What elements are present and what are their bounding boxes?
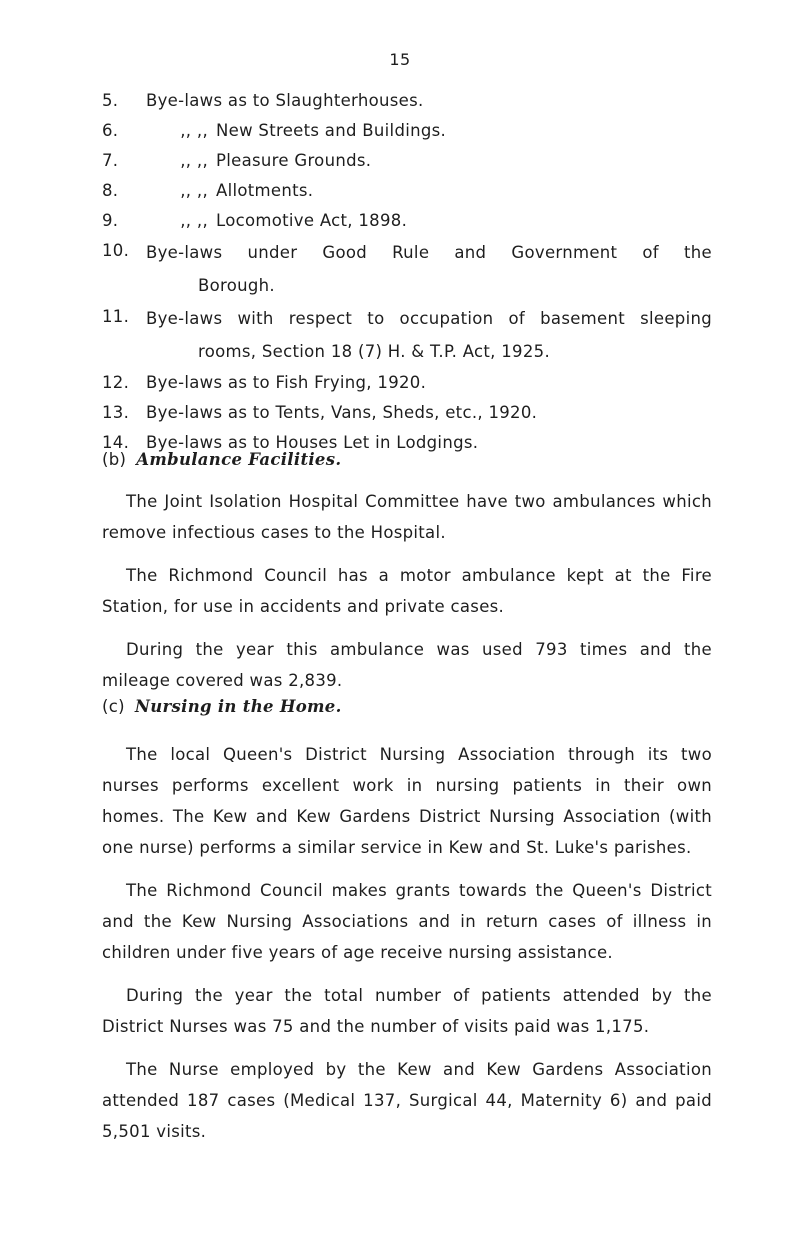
item-number: 10. [102, 241, 130, 260]
item-text-line2: rooms, Section 18 (7) H. & T.P. Act, 1925. [198, 342, 550, 361]
byelaws-list [102, 86, 712, 458]
item-number: 11. [102, 307, 130, 326]
list-item [102, 236, 712, 302]
item-number: 14. [102, 433, 130, 452]
list-item [102, 302, 712, 368]
list-item [102, 176, 712, 206]
item-number: 8. [102, 181, 119, 200]
item-text: Pleasure Grounds. [216, 151, 372, 170]
item-text: Locomotive Act, 1898. [216, 211, 408, 230]
item-number: 13. [102, 403, 130, 422]
list-item [102, 146, 712, 176]
ditto-marks: ,, ,, [180, 181, 208, 200]
item-text: Bye-laws as to Tents, Vans, Sheds, etc., 1920. [146, 403, 538, 422]
section-heading [102, 695, 712, 719]
item-number: 6. [102, 121, 119, 140]
page-number: 15 [389, 50, 411, 69]
section-marker: (b) [102, 450, 127, 469]
paragraph: The Joint Isolation Hospital Committee have two ambulances which remove infectious cases to the Hospital. [102, 492, 712, 542]
item-text-line2: Borough. [198, 276, 275, 295]
ditto-marks: ,, ,, [180, 121, 208, 140]
section-heading [102, 448, 712, 472]
item-text: Bye-laws as to Fish Frying, 1920. [146, 373, 427, 392]
section-title: Ambulance Facilities. [136, 450, 342, 469]
ditto-marks: ,, ,, [180, 211, 208, 230]
section-title: Nursing in the Home. [134, 697, 342, 716]
item-text-line1: Bye-laws with respect to occupation of basement sleeping [146, 309, 712, 328]
list-item [102, 116, 712, 146]
ambulance-section [102, 448, 712, 696]
list-item [102, 206, 712, 236]
item-text: New Streets and Buildings. [216, 121, 447, 140]
section-marker: (c) [102, 697, 125, 716]
item-text: Bye-laws as to Slaughterhouses. [146, 91, 424, 110]
list-item [102, 398, 712, 428]
paragraph: The Richmond Council has a motor ambulance kept at the Fire Station, for use in accidents and private cases. [102, 566, 712, 616]
paragraph: During the year the total number of patients attended by the District Nurses was 75 and the number of visits paid was 1,175. [102, 986, 712, 1036]
paragraph: The Nurse employed by the Kew and Kew Gardens Association attended 187 cases (Medical 137, Surgical 44, Maternity 6) and paid 5,501 visits. [102, 1060, 712, 1141]
paragraph: The Richmond Council makes grants towards the Queen's District and the Kew Nursing Associations and in return cases of illness in children under five years of age receive nursing assistance. [102, 881, 712, 962]
item-text-line1: Bye-laws under Good Rule and Government of the [146, 243, 712, 262]
item-number: 7. [102, 151, 119, 170]
item-text: Allotments. [216, 181, 314, 200]
item-number: 9. [102, 211, 119, 230]
nursing-section [102, 695, 712, 1147]
item-number: 12. [102, 373, 130, 392]
item-number: 5. [102, 91, 119, 110]
item-text: Bye-laws as to Houses Let in Lodgings. [146, 433, 479, 452]
paragraph: The local Queen's District Nursing Association through its two nurses performs excellent work in nursing patients in their own homes. The Kew and Kew Gardens District Nursing Association (with one nurse) performs a similar service in Kew and St. Luke's parishes. [102, 745, 712, 857]
list-item [102, 368, 712, 398]
ditto-marks: ,, ,, [180, 151, 208, 170]
list-item [102, 86, 712, 116]
paragraph: During the year this ambulance was used 793 times and the mileage covered was 2,839. [102, 640, 712, 690]
